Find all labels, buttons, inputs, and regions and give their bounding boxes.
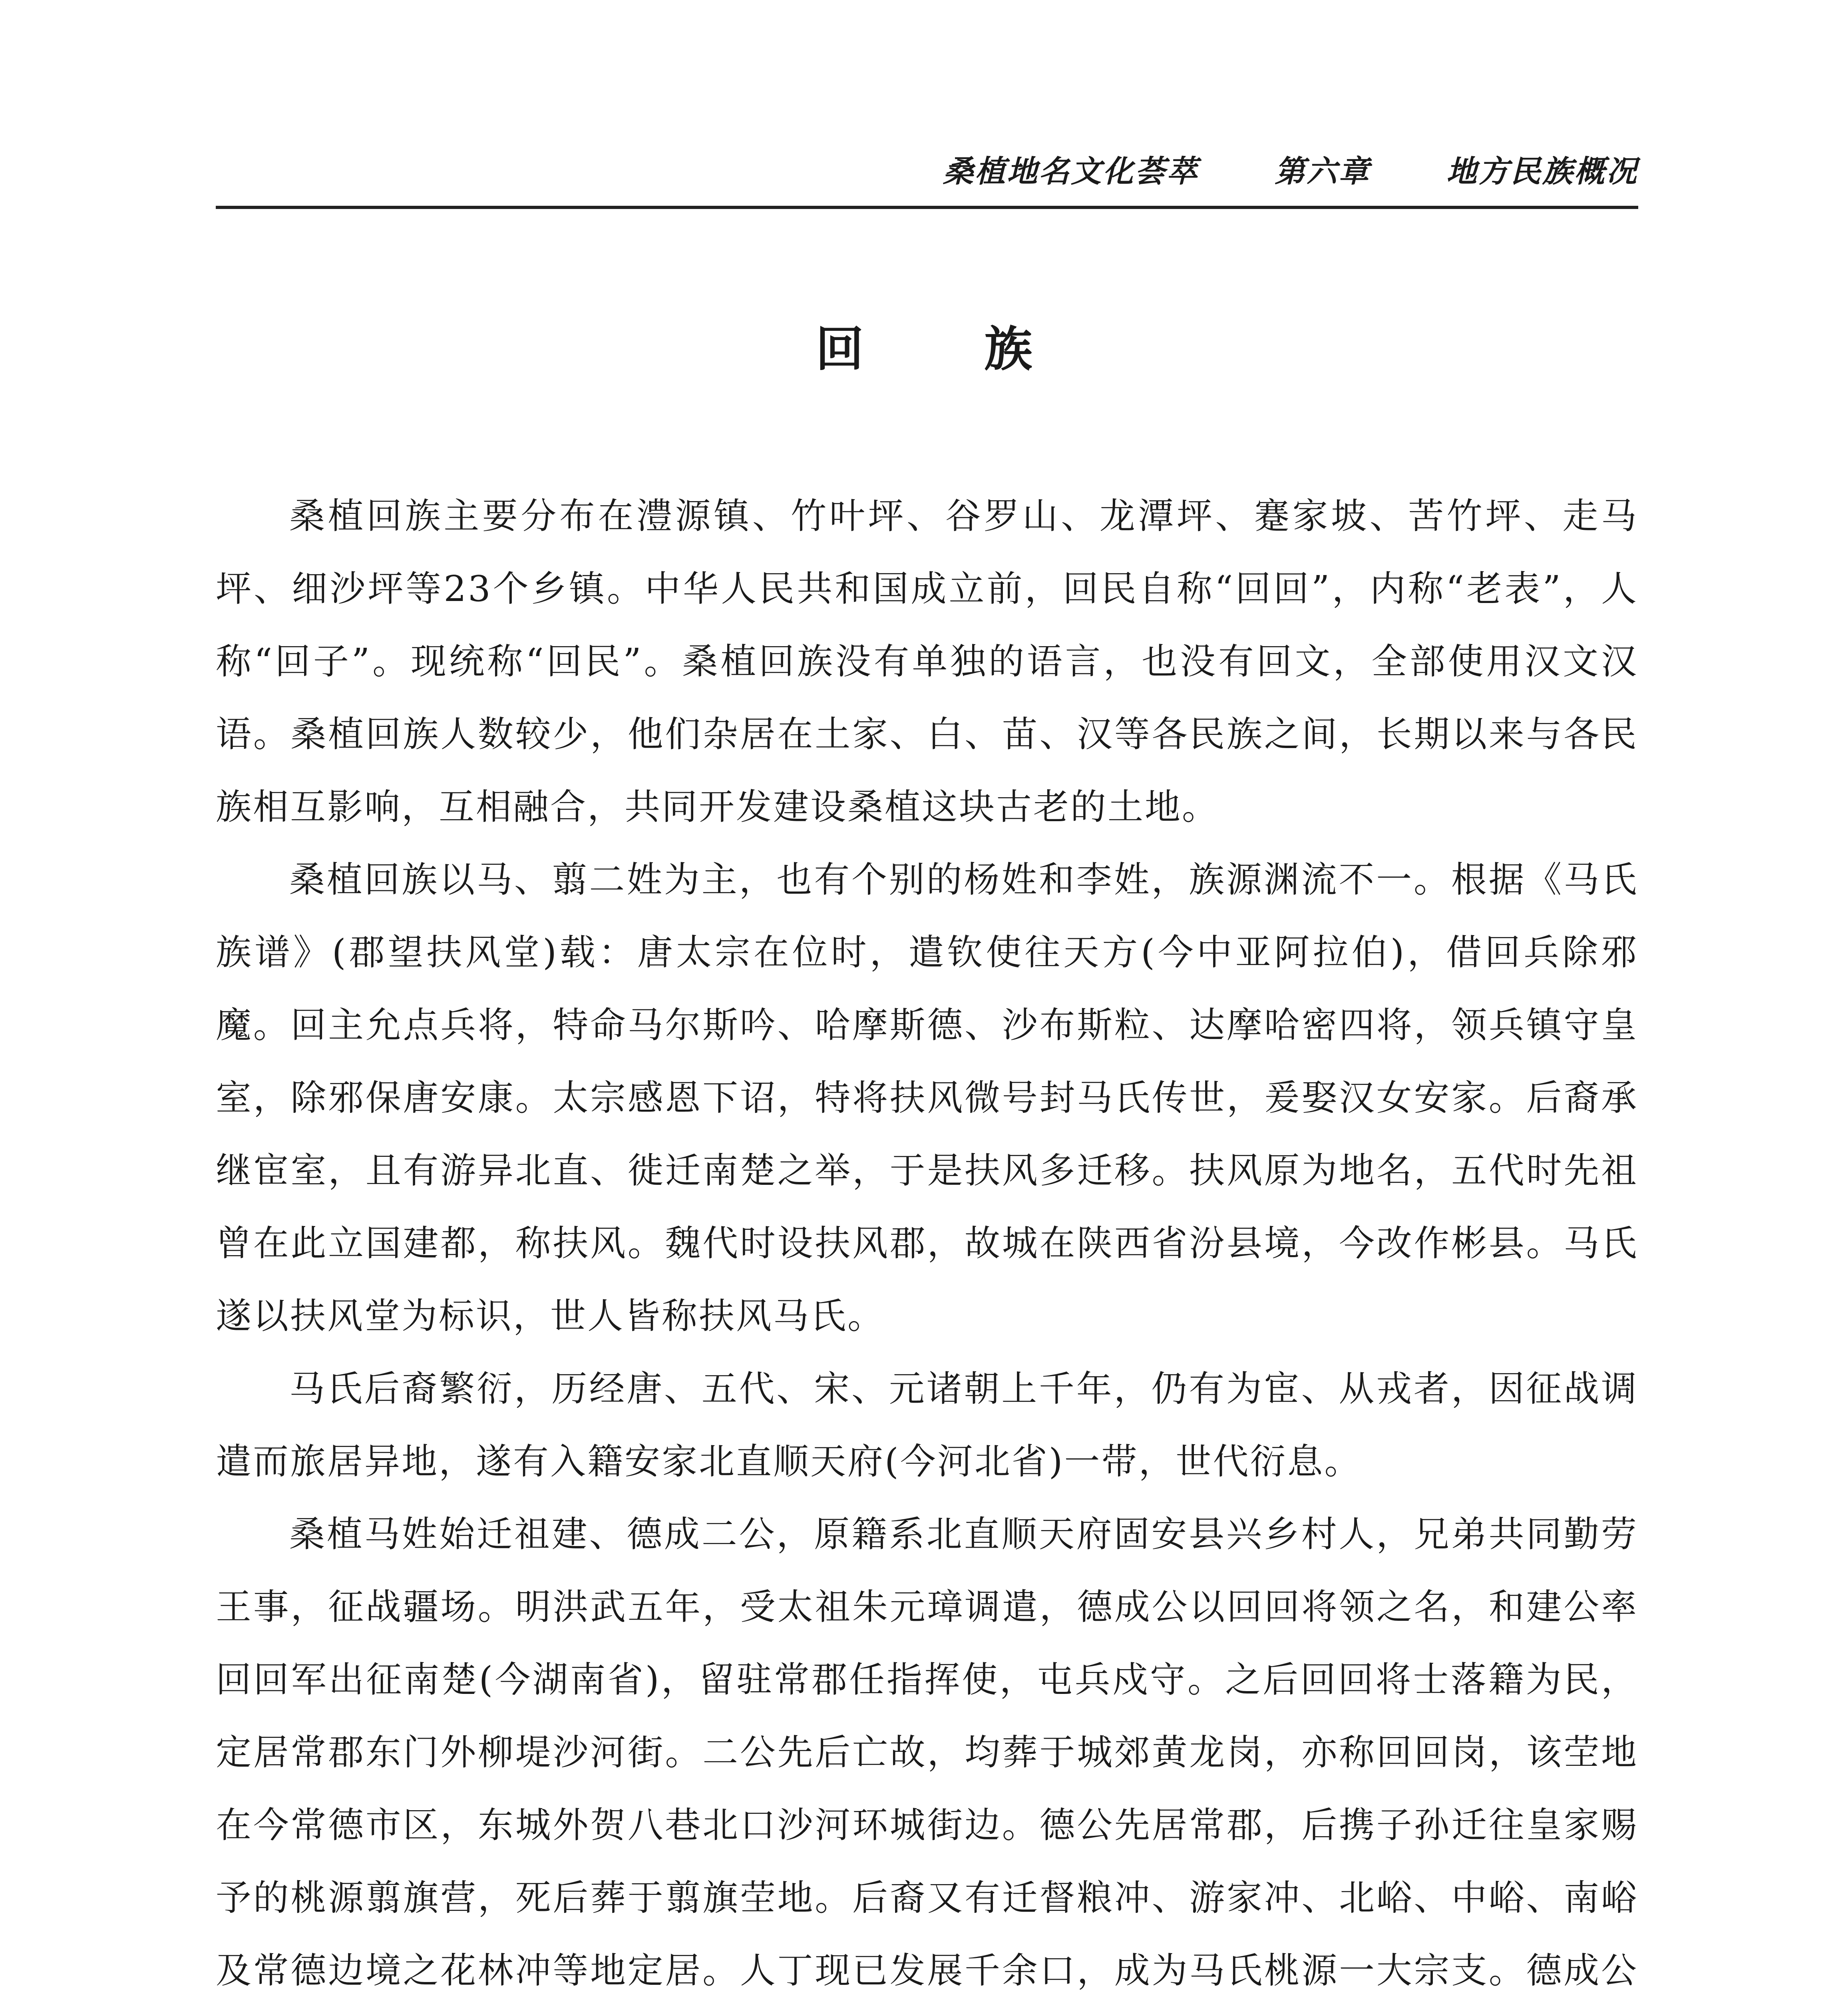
paragraph: 马氏后裔繁衍，历经唐、五代、宋、元诸朝上千年，仍有为宦、从戎者，因征战调遣而旅居异地，遂有入籍安家北直顺天府(今河北省)一带，世代衍息。 <box>216 1368 1638 1482</box>
paragraph: 桑植回族主要分布在澧源镇、竹叶坪、谷罗山、龙潭坪、蹇家坡、苦竹坪、走马坪、细沙坪等23个乡镇。中华人民共和国成立前，回民自称“回回”，内称“老表”，人称“回子”。现统称“回民”。桑植回族没有单独的语言，也没有回文，全部使用汉文汉语。桑植回族人数较少，他们杂居在土家、白、苗、汉等各民族之间，长期以来与各民族相互影响，互相融合，共同开发建设桑植这块古老的土地。 <box>216 495 1638 828</box>
article-title: 回 族 <box>816 322 1084 377</box>
header-chapter: 第六章 <box>1275 153 1371 189</box>
header-divider <box>216 206 1638 209</box>
running-header <box>943 145 1638 193</box>
article-body <box>216 480 1638 1998</box>
paragraph: 桑植马姓始迁祖建、德成二公，原籍系北直顺天府固安县兴乡村人，兄弟共同勤劳王事，征战疆场。明洪武五年，受太祖朱元璋调遣，德成公以回回将领之名，和建公率回回军出征南楚(今湖南省)，留驻常郡任指挥使，屯兵戍守。之后回回将士落籍为民，定居常郡东门外柳堤沙河街。二公先后亡故，均葬于城郊黄龙岗，亦称回回岗，该茔地在今常德市区，东城外贺八巷北口沙河环城街边。德公先居常郡，后携子孙迁往皇家赐予的桃源翦旗营，死后葬于翦旗茔地。后裔又有迁督粮冲、游家冲、北峪、中峪、南峪及常德边境之花林冲等地定居。人丁现已发展千余口，成为马氏桃源一大宗支。德成公 <box>216 1513 1638 1991</box>
paragraph: 桑植回族以马、翦二姓为主，也有个别的杨姓和李姓，族源渊流不一。根据《马氏族谱》(郡望扶风堂)载：唐太宗在位时，遣钦使往天方(今中亚阿拉伯)，借回兵除邪魔。回主允点兵将，特命马尔斯吟、哈摩斯德、沙布斯粒、达摩哈密四将，领兵镇守皇室，除邪保唐安康。太宗感恩下诏，特将扶风微号封马氏传世，爰娶汉女安家。后裔承继宦室，且有游异北直、徙迁南楚之举，于是扶风多迁移。扶风原为地名，五代时先祖曾在此立国建都，称扶风。魏代时设扶风郡，故城在陕西省汾县境，今改作彬县。马氏遂以扶风堂为标识，世人皆称扶风马氏。 <box>216 859 1638 1337</box>
header-section: 地方民族概况 <box>1446 153 1638 189</box>
header-book-title: 桑植地名文化荟萃 <box>943 153 1199 189</box>
